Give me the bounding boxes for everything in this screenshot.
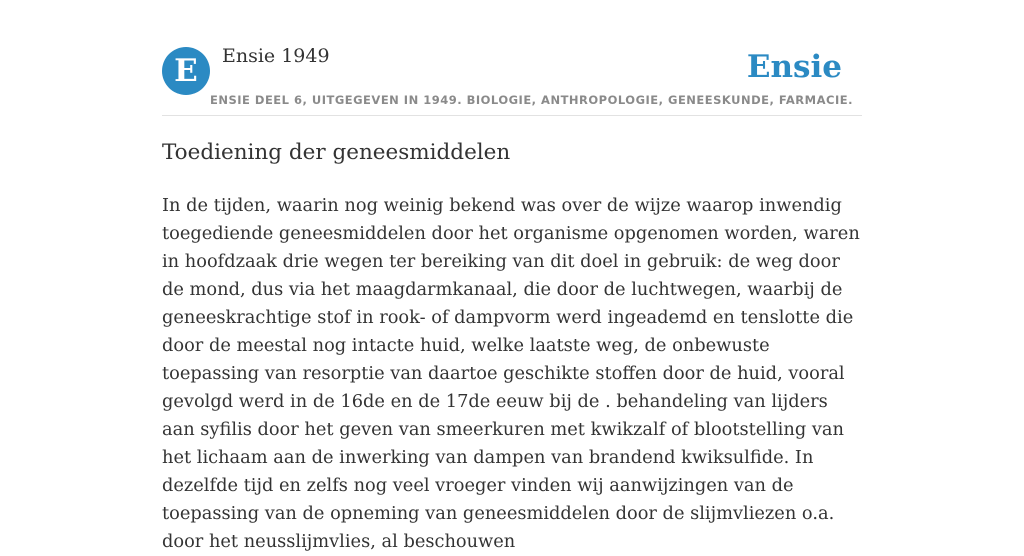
header-divider [162, 115, 862, 116]
site-title[interactable]: Ensie 1949 [222, 45, 330, 67]
article-title: Toediening der geneesmiddelen [162, 140, 511, 165]
brand-logo[interactable]: Ensie [746, 49, 842, 85]
article-body: In de tijden, waarin nog weinig bekend was over de wijze waarop inwendig toegediende geneesmiddelen door het organisme opgenomen worden, waren in hoofdzaak drie wegen ter bereiking van dit doel in gebruik: de weg door de mond, dus via het maagdarmkanaal, die door de luchtwegen, waarbij de geneeskrachtige stof in rook- of dampvorm werd ingeademd en tenslotte die door de meestal nog intacte huid, welke laatste weg, de onbewuste toepassing van resorptie van daartoe geschikte stoffen door de huid, vooral gevolgd werd in de 16de en de 17de eeuw bij de . behandeling van lijders aan syfilis door het geven van smeerkuren met kwikzalf of blootstelling van het lichaam aan de inwerking van dampen van brandend kwiksulfide. In dezelfde tijd en zelfs nog veel vroeger vinden wij aanwijzingen van de toepassing van de opneming van geneesmiddelen door de slijmvliezen o.a. door het neusslijmvlies, al beschouwen [162, 195, 860, 552]
edition-subtitle: ENSIE DEEL 6, UITGEGEVEN IN 1949. BIOLOGIE, ANTHROPOLOGIE, GENEESKUNDE, FARMACIE. [210, 93, 853, 107]
ensie-logo-icon[interactable]: E [162, 47, 210, 95]
